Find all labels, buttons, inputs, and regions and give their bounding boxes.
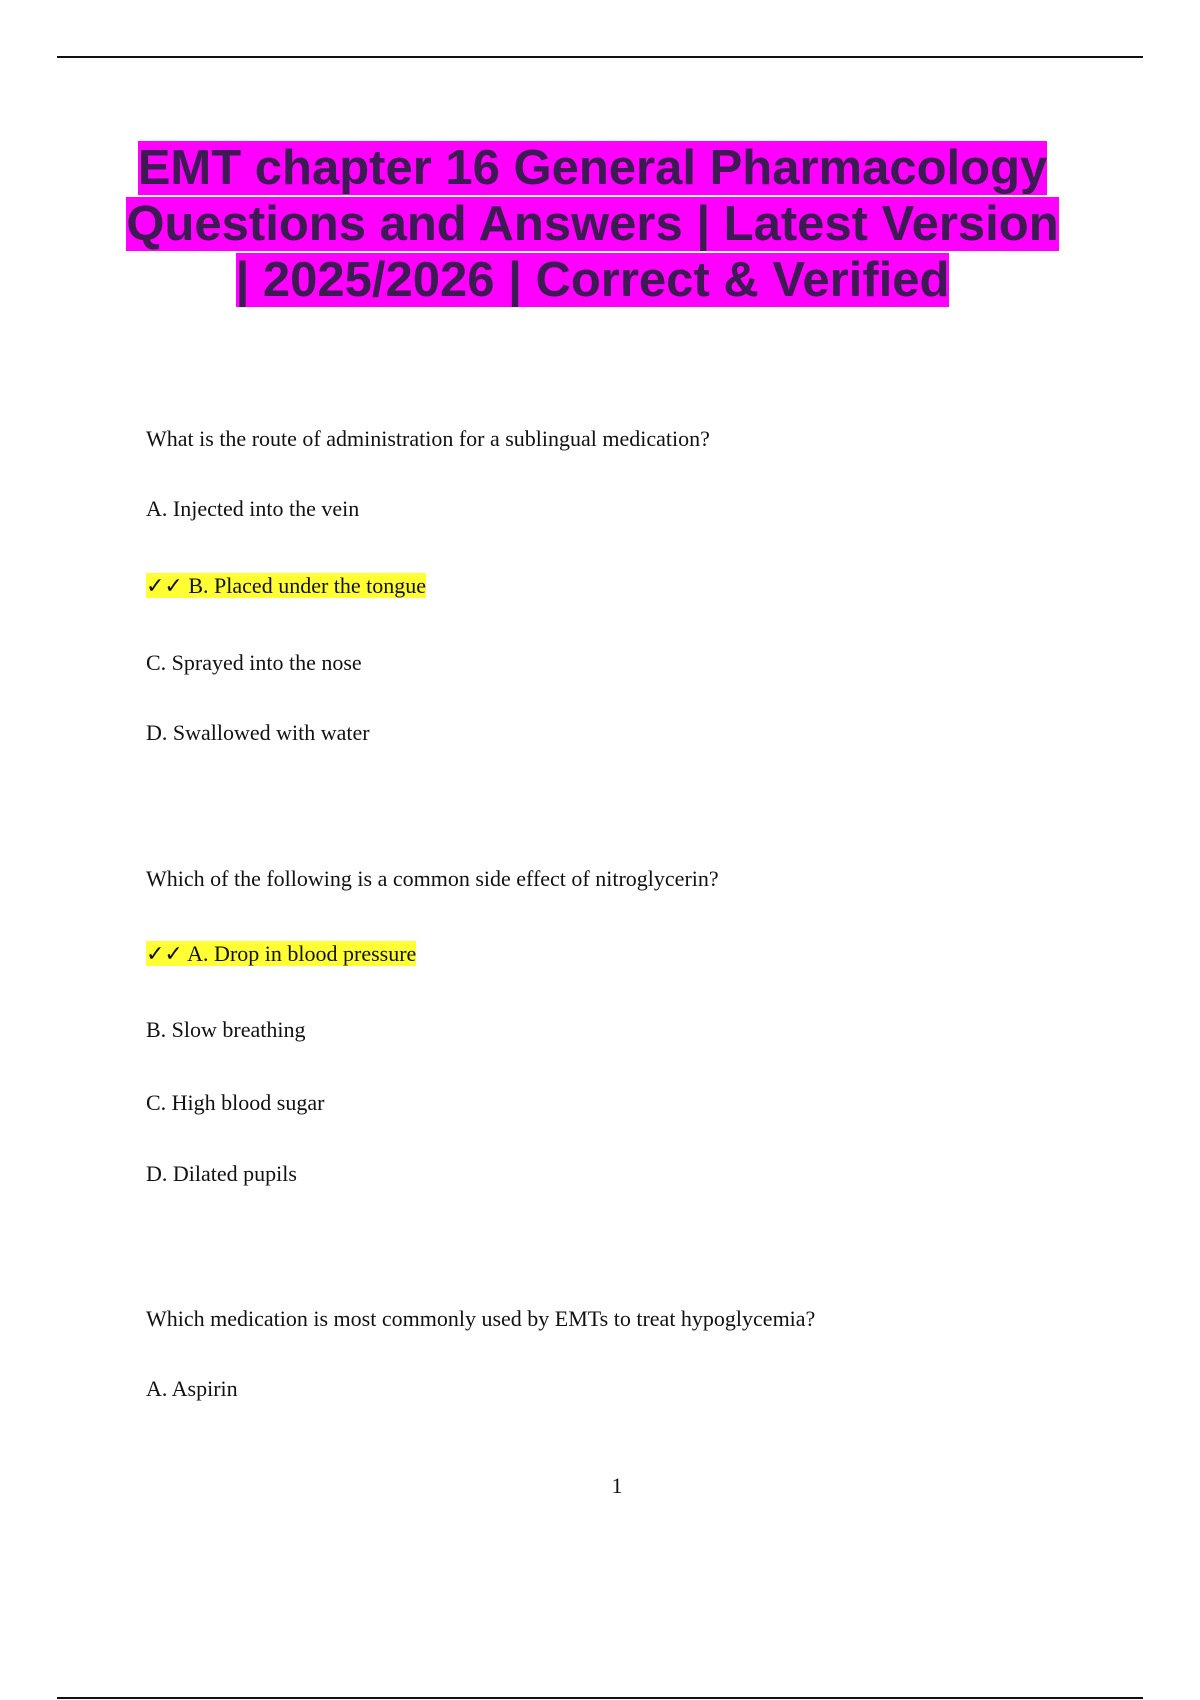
answer-highlight <box>146 941 416 966</box>
question-2-option-a-correct <box>146 940 416 969</box>
title-block <box>120 140 1065 308</box>
question-1-option-c: C. Sprayed into the nose <box>146 650 362 675</box>
question-2: Which of the following is a common side effect of nitroglycerin? <box>146 866 719 891</box>
question-1-option-b-correct <box>146 572 426 601</box>
question-1-option-d: D. Swallowed with water <box>146 720 370 745</box>
question-2-option-b: B. Slow breathing <box>146 1017 306 1042</box>
option-label: B. Placed under the tongue <box>188 573 427 598</box>
answer-highlight <box>146 573 426 598</box>
question-2-option-d: D. Dilated pupils <box>146 1161 297 1186</box>
question-1: What is the route of administration for a sublingual medication? <box>146 426 710 451</box>
top-rule <box>57 56 1143 58</box>
question-3: Which medication is most commonly used by EMTs to treat hypoglycemia? <box>146 1306 816 1331</box>
double-check-icon: ✓✓ <box>146 942 183 967</box>
question-2-option-c: C. High blood sugar <box>146 1090 325 1115</box>
question-3-option-a: A. Aspirin <box>146 1376 238 1401</box>
option-label: A. Drop in blood pressure <box>187 941 417 966</box>
page-number: 1 <box>611 1473 623 1498</box>
double-check-icon: ✓✓ <box>146 574 183 599</box>
document-title: EMT chapter 16 General Pharmacology Questions and Answers | Latest Version | 2025/2026 | Correct & Verified <box>126 141 1059 307</box>
question-1-option-a: A. Injected into the vein <box>146 496 360 521</box>
bottom-rule <box>57 1697 1143 1699</box>
